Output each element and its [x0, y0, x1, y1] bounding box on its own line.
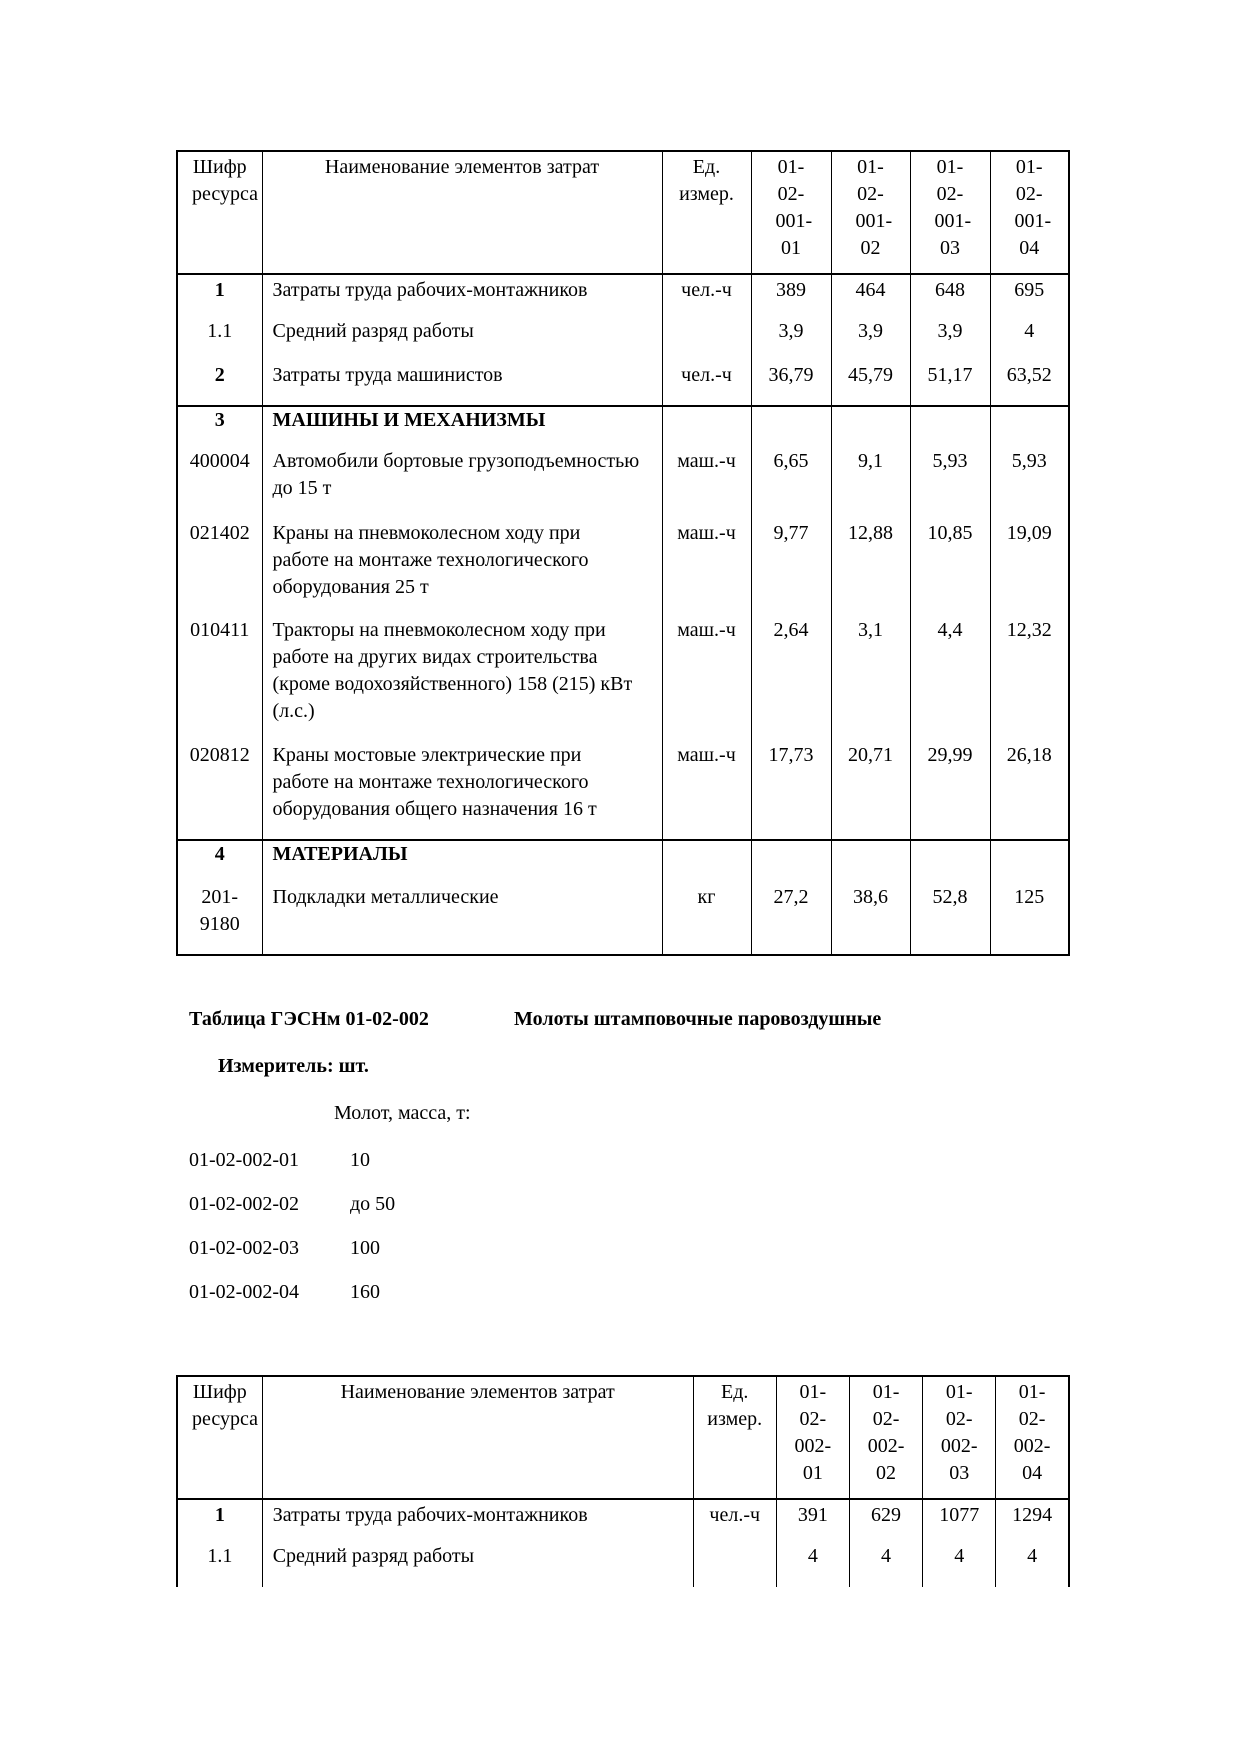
row-value: 52,8	[910, 884, 990, 955]
row-value: 629	[849, 1499, 922, 1543]
row-code: 1	[177, 1499, 262, 1543]
header-norm-3: 01-02-002-03	[923, 1376, 996, 1499]
row-unit	[693, 1543, 776, 1587]
item-code: 01-02-002-02	[189, 1193, 299, 1215]
row-code: 021402	[177, 520, 262, 617]
row-name: Затраты труда машинистов	[262, 362, 662, 406]
table-title: Молоты штамповочные паровоздушные	[514, 1008, 882, 1030]
row-name: Затраты труда рабочих-монтажников	[262, 1499, 693, 1543]
row-value: 3,1	[831, 617, 910, 742]
header-norm-2: 01-02-001-02	[831, 151, 910, 274]
row-value: 4	[923, 1543, 996, 1587]
item-value: 10	[350, 1149, 370, 1171]
row-code: 1.1	[177, 1543, 262, 1587]
row-value: 5,93	[910, 448, 990, 520]
row-value: 38,6	[831, 884, 910, 955]
row-value: 125	[1014, 886, 1045, 908]
table-row	[177, 520, 1069, 617]
row-value: 5,93	[1011, 450, 1047, 472]
item-value: до 50	[350, 1193, 396, 1215]
table-label: Таблица ГЭСНм 01-02-002	[189, 1008, 429, 1030]
row-unit: маш.-ч	[662, 742, 751, 840]
row-code: 400004	[177, 448, 262, 520]
row-value: 17,73	[751, 742, 831, 840]
item-code: 01-02-002-01	[189, 1149, 299, 1171]
header-norm-3: 01-02-001-03	[910, 151, 990, 274]
row-code: 1	[177, 274, 262, 318]
row-value: 4	[1027, 1545, 1038, 1567]
row-name: Подкладки металлические	[262, 884, 662, 955]
item-value: 160	[350, 1281, 380, 1303]
row-unit: кг	[662, 884, 751, 955]
item-code: 01-02-002-03	[189, 1237, 299, 1259]
row-unit: маш.-ч	[662, 520, 751, 617]
item-value: 100	[350, 1237, 380, 1259]
row-value: 1294	[1012, 1504, 1053, 1526]
header-resource-code: Шифр ресурса	[177, 1376, 262, 1499]
table-row	[177, 617, 1069, 742]
row-value: 45,79	[831, 362, 910, 406]
section-row-materials	[177, 840, 1069, 884]
row-name: Тракторы на пневмоколесном ходу при работе на других видах строительства (кроме водохозяйственного) 158 (215) кВт (л.с.)	[262, 617, 662, 742]
row-code: 2	[177, 362, 262, 406]
row-value: 27,2	[751, 884, 831, 955]
row-value: 1077	[923, 1499, 996, 1543]
row-name: Автомобили бортовые грузоподъемностью до 15 т	[262, 448, 662, 520]
row-value: 648	[910, 274, 990, 318]
row-name: Средний разряд работы	[262, 318, 662, 362]
row-value: 36,79	[751, 362, 831, 406]
header-cost-elements: Наименование элементов затрат	[262, 1376, 693, 1499]
row-value: 2,64	[751, 617, 831, 742]
row-value: 10,85	[910, 520, 990, 617]
row-code: 010411	[177, 617, 262, 742]
row-value: 63,52	[1006, 364, 1052, 386]
row-value: 4	[776, 1543, 849, 1587]
table-row	[177, 274, 1069, 318]
row-value: 9,77	[751, 520, 831, 617]
row-value: 6,65	[751, 448, 831, 520]
section-row-machines	[177, 406, 1069, 448]
row-value: 4	[849, 1543, 922, 1587]
section-title: МАТЕРИАЛЫ	[262, 840, 662, 884]
header-norm-4: 01-02-001-04	[990, 151, 1069, 274]
header-resource-code: Шифр ресурса	[177, 151, 262, 274]
row-value: 9,1	[831, 448, 910, 520]
row-unit	[662, 318, 751, 362]
row-value: 51,17	[910, 362, 990, 406]
header-norm-4: 01-02-002-04	[996, 1376, 1069, 1499]
row-unit: чел.-ч	[693, 1499, 776, 1543]
row-value: 12,32	[1006, 619, 1052, 641]
item-code: 01-02-002-04	[189, 1281, 299, 1303]
table-row	[177, 742, 1069, 840]
header-unit: Ед. измер.	[693, 1376, 776, 1499]
row-value: 4	[1024, 320, 1035, 342]
row-name: Краны на пневмоколесном ходу при работе на монтаже технологического оборудования 25 т	[262, 520, 662, 617]
section-title: МАШИНЫ И МЕХАНИЗМЫ	[262, 406, 662, 448]
row-name: Краны мостовые электрические при работе на монтаже технологического оборудования общего назначения 16 т	[262, 742, 662, 840]
table-row	[177, 1543, 1069, 1587]
header-norm-2: 01-02-002-02	[849, 1376, 922, 1499]
header-cost-elements: Наименование элементов затрат	[262, 151, 662, 274]
table-row	[177, 884, 1069, 955]
row-code: 201-9180	[177, 884, 262, 955]
measure-unit: Измеритель: шт.	[218, 1055, 369, 1077]
row-value: 464	[831, 274, 910, 318]
row-value: 20,71	[831, 742, 910, 840]
table-row	[177, 318, 1069, 362]
row-value: 4,4	[910, 617, 990, 742]
row-unit: маш.-ч	[662, 448, 751, 520]
row-value: 391	[776, 1499, 849, 1543]
row-value: 389	[751, 274, 831, 318]
row-name: Затраты труда рабочих-монтажников	[262, 274, 662, 318]
row-value: 26,18	[1006, 744, 1052, 766]
row-value: 695	[1014, 279, 1045, 301]
row-code: 3	[177, 406, 262, 448]
row-code: 4	[177, 840, 262, 884]
param-label: Молот, масса, т:	[334, 1102, 471, 1124]
header-unit: Ед. измер.	[662, 151, 751, 274]
header-norm-1: 01-02-002-01	[776, 1376, 849, 1499]
resource-table-1	[176, 150, 1070, 956]
table-row	[177, 362, 1069, 406]
row-name: Средний разряд работы	[262, 1543, 693, 1587]
row-unit: чел.-ч	[662, 362, 751, 406]
resource-table-2	[176, 1375, 1070, 1587]
row-code: 020812	[177, 742, 262, 840]
row-value: 29,99	[910, 742, 990, 840]
row-value: 3,9	[751, 318, 831, 362]
row-unit: маш.-ч	[662, 617, 751, 742]
row-unit: чел.-ч	[662, 274, 751, 318]
row-value: 3,9	[831, 318, 910, 362]
row-value: 12,88	[831, 520, 910, 617]
row-code: 1.1	[177, 318, 262, 362]
header-norm-1: 01-02-001-01	[751, 151, 831, 274]
table-row	[177, 1499, 1069, 1543]
row-value: 19,09	[1006, 522, 1052, 544]
row-value: 3,9	[910, 318, 990, 362]
table-row	[177, 448, 1069, 520]
